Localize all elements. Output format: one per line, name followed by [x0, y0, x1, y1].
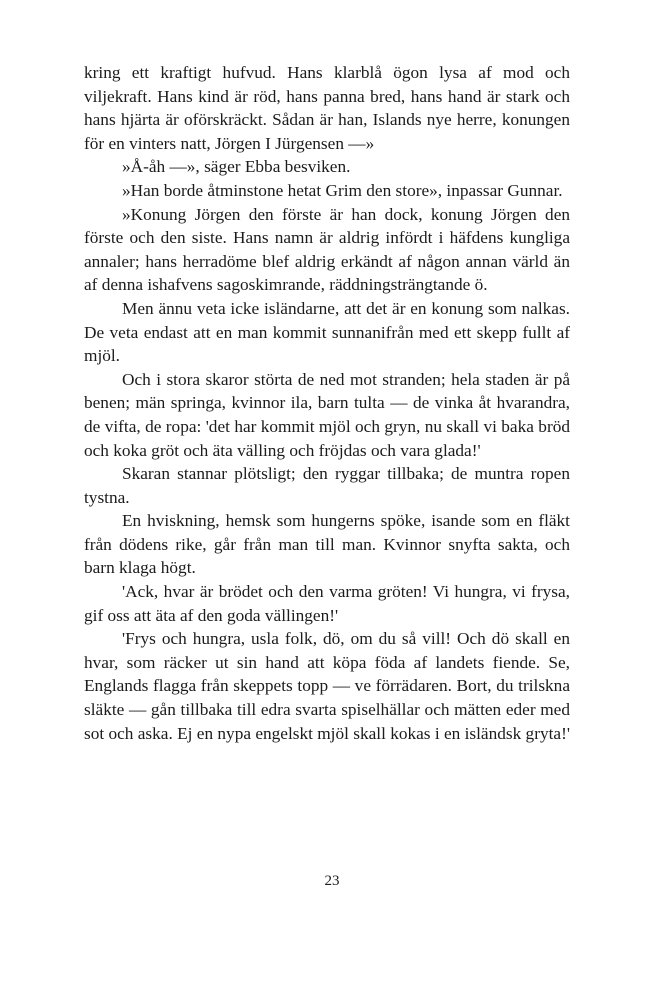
- body-text: [84, 61, 570, 745]
- paragraph-1: kring ett kraftigt hufvud. Hans klarblå ögon lysa af mod och viljekraft. Hans kind är röd, hans panna bred, hans hand är stark och hans hjärta är oförskräckt. Sådan är han, Islands nye herre, konungen för en vinters natt, Jörgen I Jürgensen —»: [84, 63, 570, 153]
- paragraph-8: En hviskning, hemsk som hungerns spöke, isande som en fläkt från dödens rike, går från man till man. Kvinnor snyfta sakta, och barn klaga högt.: [84, 511, 570, 578]
- paragraph-7: Skaran stannar plötsligt; den ryggar tillbaka; de muntra ropen tystna.: [84, 464, 570, 507]
- paragraph-3: »Han borde åtminstone hetat Grim den store», inpassar Gunnar.: [122, 180, 563, 200]
- paragraph-5: Men ännu veta icke isländarne, att det är en konung som nalkas. De veta endast att en man kommit sunnanifrån med ett skepp fullt af mjöl.: [84, 298, 570, 366]
- page-number: 23: [324, 873, 340, 889]
- paragraph-10: 'Frys och hungra, usla folk, dö, om du så vill! Och dö skall en hvar, som räcker ut sin hand att köpa föda af landets fiende. Se, Englands flagga från skeppets topp — ve förrädaren. Bort, du trilskna släkte — gån tillbaka till edra svarta spiselhällar och mätten eder med sot och aska. Ej en nypa engelskt mjöl skall kokas i en isländsk gryta!': [84, 629, 570, 743]
- paragraph-2: »Å-åh —», säger Ebba besviken.: [122, 157, 351, 177]
- paragraph-4: »Konung Jörgen den förste är han dock, konung Jörgen den förste och den siste. Hans namn är aldrig infördt i häfdens kungliga annaler; hans herradöme blef aldrig erkändt af någon annan värld än af denna ishafvens sagoskimrande, räddningsträngtande ö.: [84, 204, 570, 295]
- paragraph-9: 'Ack, hvar är brödet och den varma gröten! Vi hungra, vi frysa, gif oss att äta af den goda vällingen!': [84, 582, 570, 625]
- paragraph-6: Och i stora skaror störta de ned mot stranden; hela staden är på benen; män springa, kvinnor ila, barn tulta — de vinka åt hvarandra, de vifta, de ropa: 'det har kommit mjöl och gryn, nu skall vi baka bröd och koka gröt och äta välling och fröjdas och vara glada!': [84, 369, 570, 460]
